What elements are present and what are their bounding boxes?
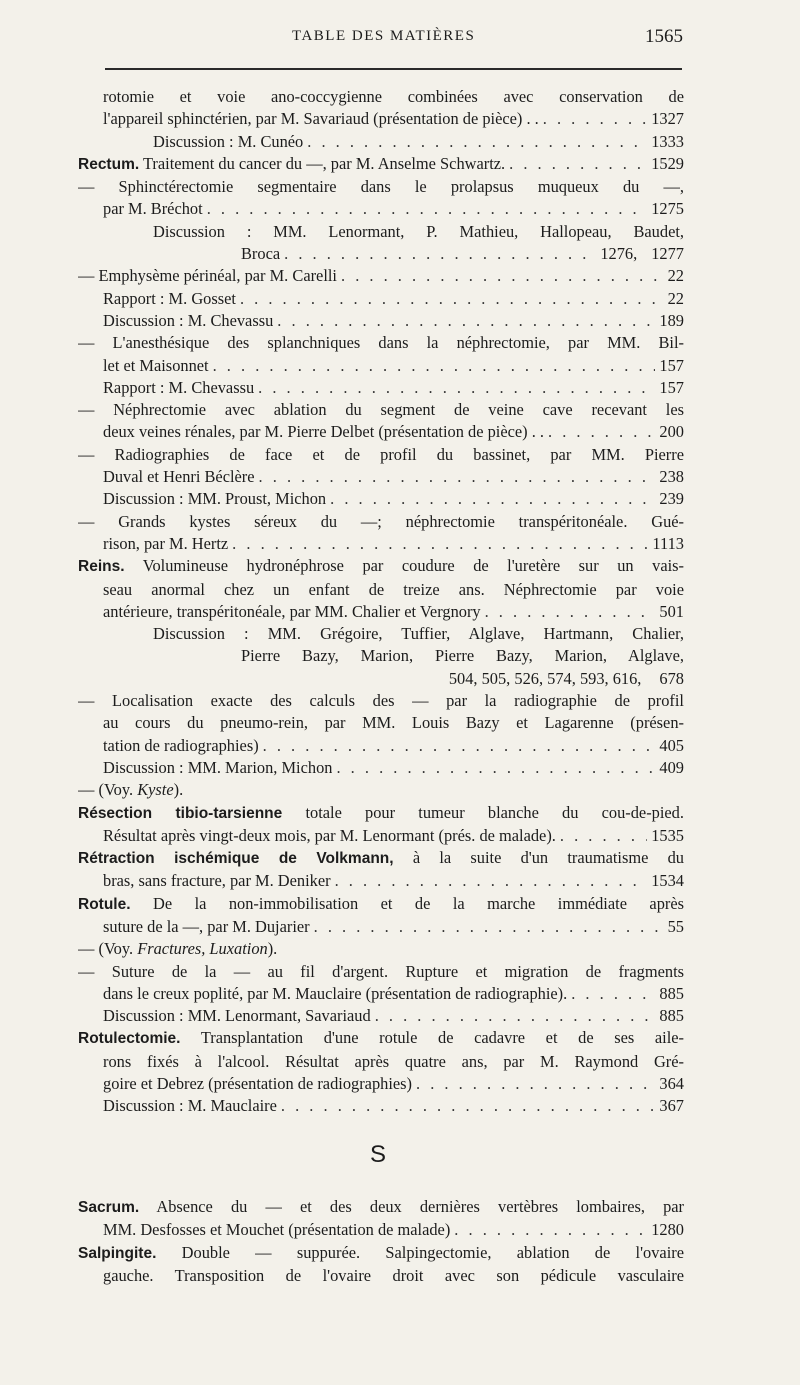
entry-text: — Localisation exacte des calculs des — par la radiographie de profil [78,691,684,711]
page-ref: 1333 [651,131,684,151]
entry-text: Résultat après vingt-deux mois, par M. Lenormant (prés. de malade). [103,825,556,845]
index-body [78,86,684,1287]
entry-text: Discussion : MM. Marion, Michon [103,757,333,777]
entry-text: dans le creux poplité, par M. Mauclaire (présentation de radiographie). [103,983,568,1003]
page-ref: 678 [659,668,684,688]
page-ref: 1529 [651,153,684,173]
entry-text: — (Voy. [78,780,134,800]
page-ref: 885 [659,1006,684,1026]
entry-text: — (Voy. [78,939,134,959]
entry-text: — Radiographies de face et de profil du bassinet, par MM. Pierre [78,444,684,464]
entry-text: l'appareil sphinctérien, par M. Savariaud (présentation de pièce) . . [103,109,539,129]
entry-text: Discussion : M. Cunéo [153,131,304,151]
entry-text: Double — suppurée. Salpingectomie, ablation de l'ovaire [181,1242,684,1262]
entry-text: antérieure, transpéritonéale, par MM. Chalier et Vergnory [103,601,481,621]
page-ref: 55 [667,916,684,936]
entry-text: — Emphysème périnéal, par M. Carelli [78,266,337,286]
section-letter: S [369,1140,386,1168]
entry-text: bras, sans fracture, par M. Deniker [103,871,331,891]
entry-text: Discussion : M. Chevassu [103,310,274,330]
page-ref: 1534 [651,871,684,891]
index-entry [78,86,684,153]
entry-text: — Sphinctérectomie segmentaire dans le prolapsus muqueux du —, [78,177,684,197]
page-ref: 501 [659,601,684,621]
page-ref: 239 [659,489,684,509]
entry-text: — L'anesthésique des splanchniques dans la néphrectomie, par MM. Bil- [78,333,684,353]
page-ref: 1277 [651,244,684,264]
entry-text: Discussion : MM. Lenormant, P. Mathieu, Hallopeau, Baudet, [153,221,684,241]
entry-keyword: Rotule. [78,895,131,913]
index-entry-rectum [78,153,684,555]
page-ref: 238 [659,467,684,487]
entry-text: Rapport : M. Gosset [103,288,236,308]
entry-text: De la non-immobilisation et de la marche immédiate après [153,893,684,913]
entry-text: rotomie et voie ano-coccygienne combinées avec conservation de [103,87,684,106]
cross-reference: Kyste [137,780,174,800]
entry-text: tation de radiographies) [103,735,259,755]
entry-text: Absence du — et des deux dernières vertèbres lombaires, par [156,1196,684,1216]
page-ref: 1113 [652,533,684,553]
entry-keyword: Résection tibio-tarsienne [78,804,283,822]
index-entry-sacrum [78,1196,684,1242]
page-ref: 200 [659,422,684,442]
entry-text: rons fixés à l'alcool. Résultat après quatre ans, par M. Raymond Gré- [103,1051,684,1071]
page-ref: 1276, [600,244,638,264]
page-ref: 1280 [651,1220,684,1240]
entry-text: Traitement du cancer du —, par M. Anselme Schwartz. [142,153,506,173]
entry-text: Volumineuse hydronéphrose par coudure de l'uretère sur un vais- [142,556,684,576]
page-ref: 364 [659,1074,684,1094]
page-ref: 22 [667,266,684,286]
running-head-title: TABLE DES MATIÈRES [292,28,476,44]
page-ref: 367 [659,1096,684,1116]
index-entry-rotulectomie [78,1027,684,1117]
index-entry-reins [78,555,684,801]
page-ref: 1535 [651,825,684,845]
entry-text: ). [267,939,278,959]
entry-text: Discussion : MM. Lenormant, Savariaud [103,1006,371,1026]
entry-keyword: Reins. [78,558,125,576]
page-ref: 504, 505, 526, 574, 593, 616, [448,668,642,688]
entry-text: Duval et Henri Béclère [103,467,255,487]
entry-keyword: Rétraction ischémique de Volkmann, [78,850,394,868]
index-entry-retraction [78,847,684,893]
entry-text: Discussion : M. Mauclaire [103,1096,277,1116]
page-ref: 405 [659,735,684,755]
entry-text: deux veines rénales, par M. Pierre Delbet (présentation de pièce) . . [103,422,545,442]
entry-text: Transplantation d'une rotule de cadavre et de ses aile- [200,1028,684,1048]
entry-keyword: Rotulectomie. [78,1030,181,1048]
entry-text: — Suture de la — au fil d'argent. Rupture et migration de fragments [78,961,684,981]
entry-text: totale pour tumeur blanche du cou-de-pied. [305,802,684,822]
index-entry-rotule [78,893,684,1028]
page-number: 1565 [645,26,683,47]
page-ref: 1275 [651,199,684,219]
page-ref: 157 [659,355,684,375]
entry-keyword: Rectum. [78,155,140,173]
page-ref: 409 [659,757,684,777]
entry-text: au cours du pneumo-rein, par MM. Louis Bazy et Lagarenne (présen- [103,713,684,733]
entry-text: Rapport : M. Chevassu [103,377,255,397]
entry-text: ). [173,780,184,800]
entry-text: let et Maisonnet [103,355,209,375]
page-ref: 885 [659,983,684,1003]
entry-text: par M. Bréchot [103,199,203,219]
entry-text: — Grands kystes séreux du —; néphrectomie transpéritonéale. Gué- [78,511,684,531]
page-ref: 157 [659,377,684,397]
entry-text: Discussion : MM. Grégoire, Tuffier, Alglave, Hartmann, Chalier, [153,624,684,644]
index-entry-salpingite [78,1242,684,1288]
entry-text: gauche. Transposition de l'ovaire droit avec son pédicule vasculaire [103,1265,684,1285]
entry-text: Pierre Bazy, Marion, Pierre Bazy, Marion, Alglave, [241,646,684,666]
page-ref: 22 [667,288,684,308]
entry-text: seau anormal chez un enfant de treize ans. Néphrectomie par voie [103,579,684,599]
entry-keyword: Salpingite. [78,1244,157,1262]
entry-text: — Néphrectomie avec ablation du segment de veine cave recevant les [78,400,684,420]
entry-keyword: Sacrum. [78,1198,140,1216]
entry-text: MM. Desfosses et Mouchet (présentation de malade) [103,1220,451,1240]
page-ref: 1327 [651,109,684,129]
entry-text: rison, par M. Hertz [103,533,229,553]
entry-text: à la suite d'un traumatisme du [412,848,684,868]
index-entry-resection [78,802,684,848]
running-head [0,26,800,52]
entry-text: goire et Debrez (présentation de radiographies) [103,1074,413,1094]
cross-reference: Fractures, Luxation [137,939,268,959]
page-ref: 189 [659,310,684,330]
header-rule [105,68,682,70]
entry-text: Broca [241,244,281,264]
entry-text: suture de la —, par M. Dujarier [103,916,310,936]
entry-text: Discussion : MM. Proust, Michon [103,489,327,509]
